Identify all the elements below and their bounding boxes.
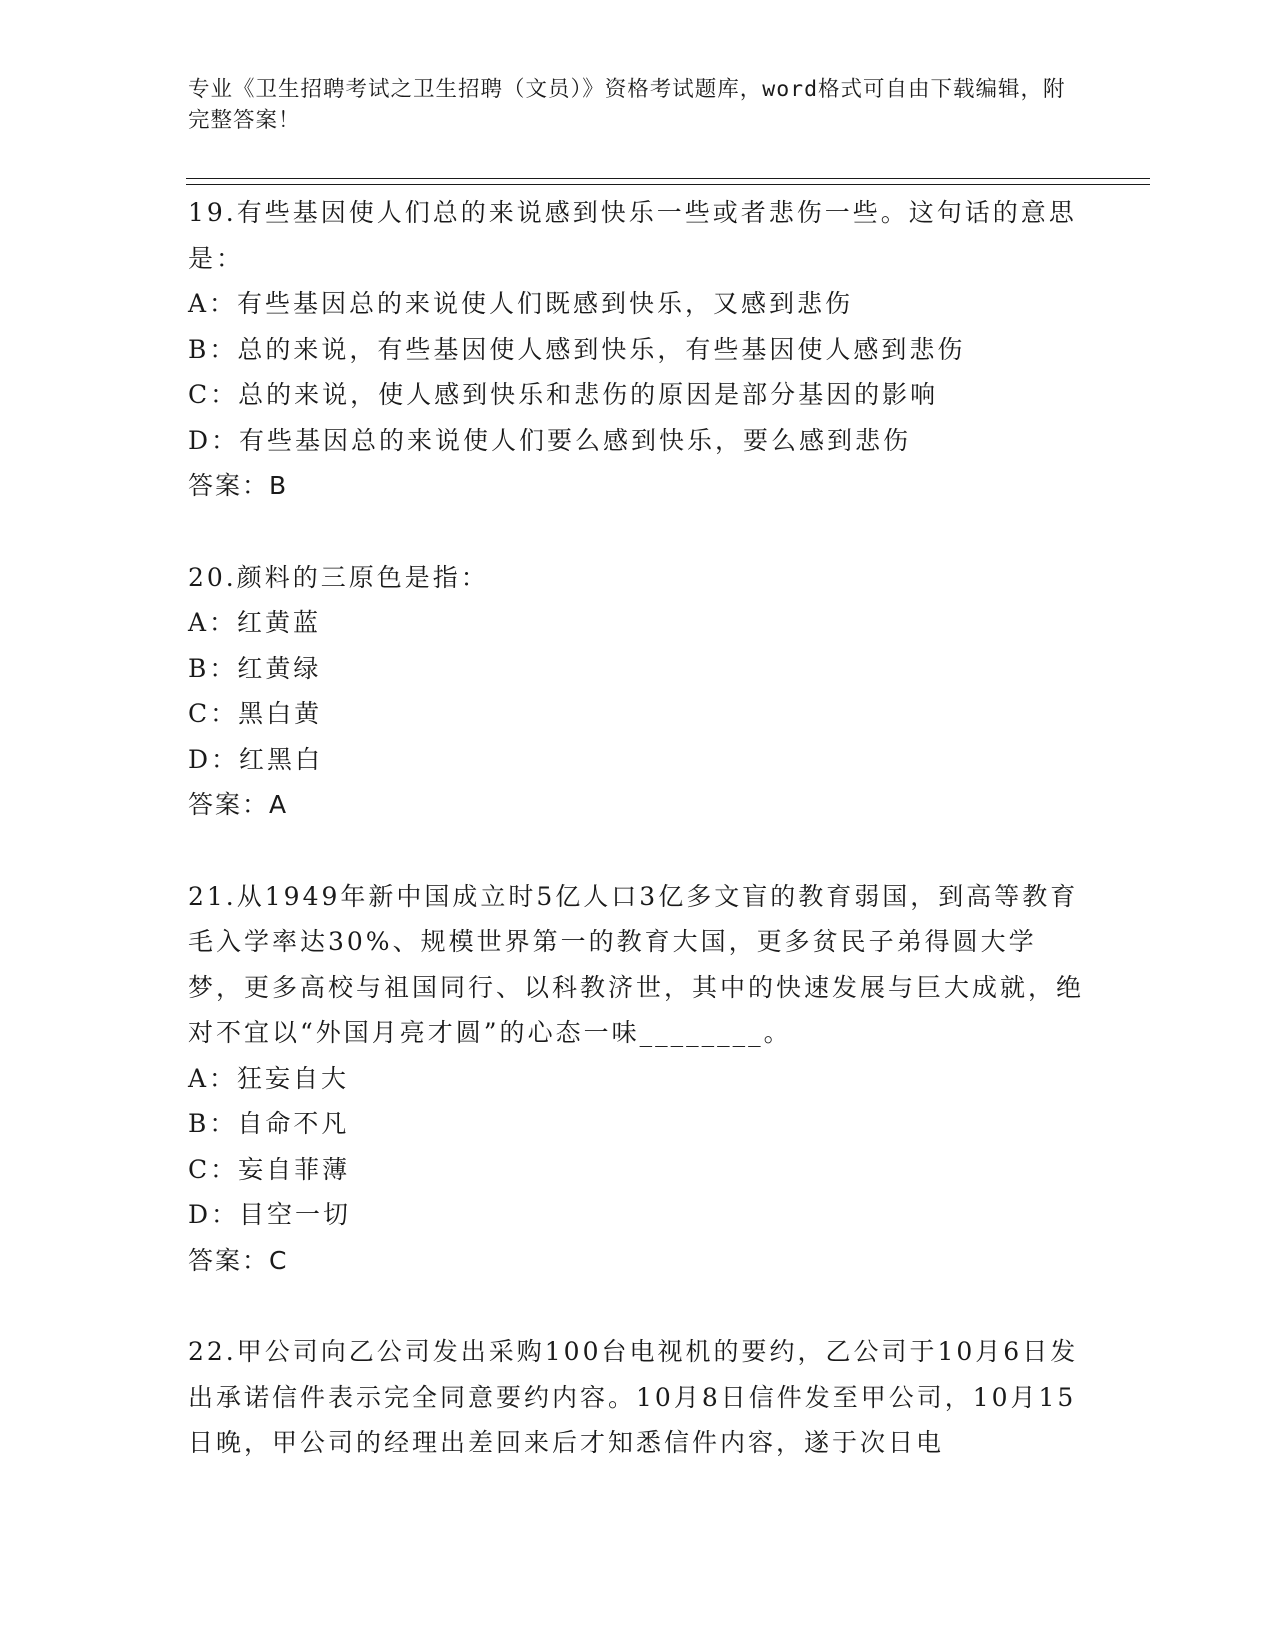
header-divider-top [186, 178, 1150, 179]
option-a: A：红黄蓝 [188, 608, 322, 637]
question-22 [188, 1329, 1088, 1466]
question-20 [188, 555, 1088, 828]
option-a: A：狂妄自大 [188, 1063, 350, 1093]
question-spacer [188, 1283, 1088, 1329]
question-stem: 19.有些基因使人们总的来说感到快乐一些或者悲伤一些。这句话的意思是： [188, 198, 1077, 273]
option-d: D：目空一切 [188, 1200, 352, 1229]
option-c: C：妄自菲薄 [188, 1154, 351, 1184]
question-list [188, 190, 1088, 1466]
question-stem: 21.从1949年新中国成立时5亿人口3亿多文盲的教育弱国，到高等教育毛入学率达30%、规模世界第一的教育大国，更多贫民子弟得圆大学梦，更多高校与祖国同行、以科教济世，其中的快速发展与巨大成就，绝对不宜以“外国月亮才圆”的心态一味________。 [188, 881, 1085, 1047]
option-b: B：自命不凡 [188, 1109, 350, 1138]
question-stem: 20.颜料的三原色是指： [188, 562, 489, 592]
option-a: A：有些基因总的来说使人们既感到快乐，又感到悲伤 [188, 289, 854, 318]
question-spacer [188, 509, 1088, 555]
option-b: B：总的来说，有些基因使人感到快乐，有些基因使人感到悲伤 [188, 334, 966, 364]
header-intro-text: 专业《卫生招聘考试之卫生招聘（文员）》资格考试题库，word格式可自由下载编辑，附完整答案！ [188, 77, 1066, 133]
option-b: B：红黄绿 [188, 653, 322, 683]
question-stem: 22.甲公司向乙公司发出采购100台电视机的要约，乙公司于10月6日发出承诺信件表示完全同意要约内容。10月8日信件发至甲公司，10月15日晚，甲公司的经理出差回来后才知悉信件内容，遂于次日电 [188, 1337, 1079, 1457]
answer-line: 答案：C [188, 1245, 289, 1275]
option-d: D：红黑白 [188, 744, 324, 774]
option-c: C：黑白黄 [188, 699, 323, 728]
option-c: C：总的来说，使人感到快乐和悲伤的原因是部分基因的影响 [188, 380, 939, 409]
question-21 [188, 874, 1088, 1284]
question-spacer [188, 828, 1088, 874]
option-d: D：有些基因总的来说使人们要么感到快乐，要么感到悲伤 [188, 425, 912, 455]
answer-line: 答案：A [188, 790, 289, 819]
document-header [188, 74, 1088, 136]
question-19 [188, 190, 1088, 509]
header-divider-bottom [186, 184, 1150, 185]
answer-line: 答案：B [188, 471, 289, 500]
